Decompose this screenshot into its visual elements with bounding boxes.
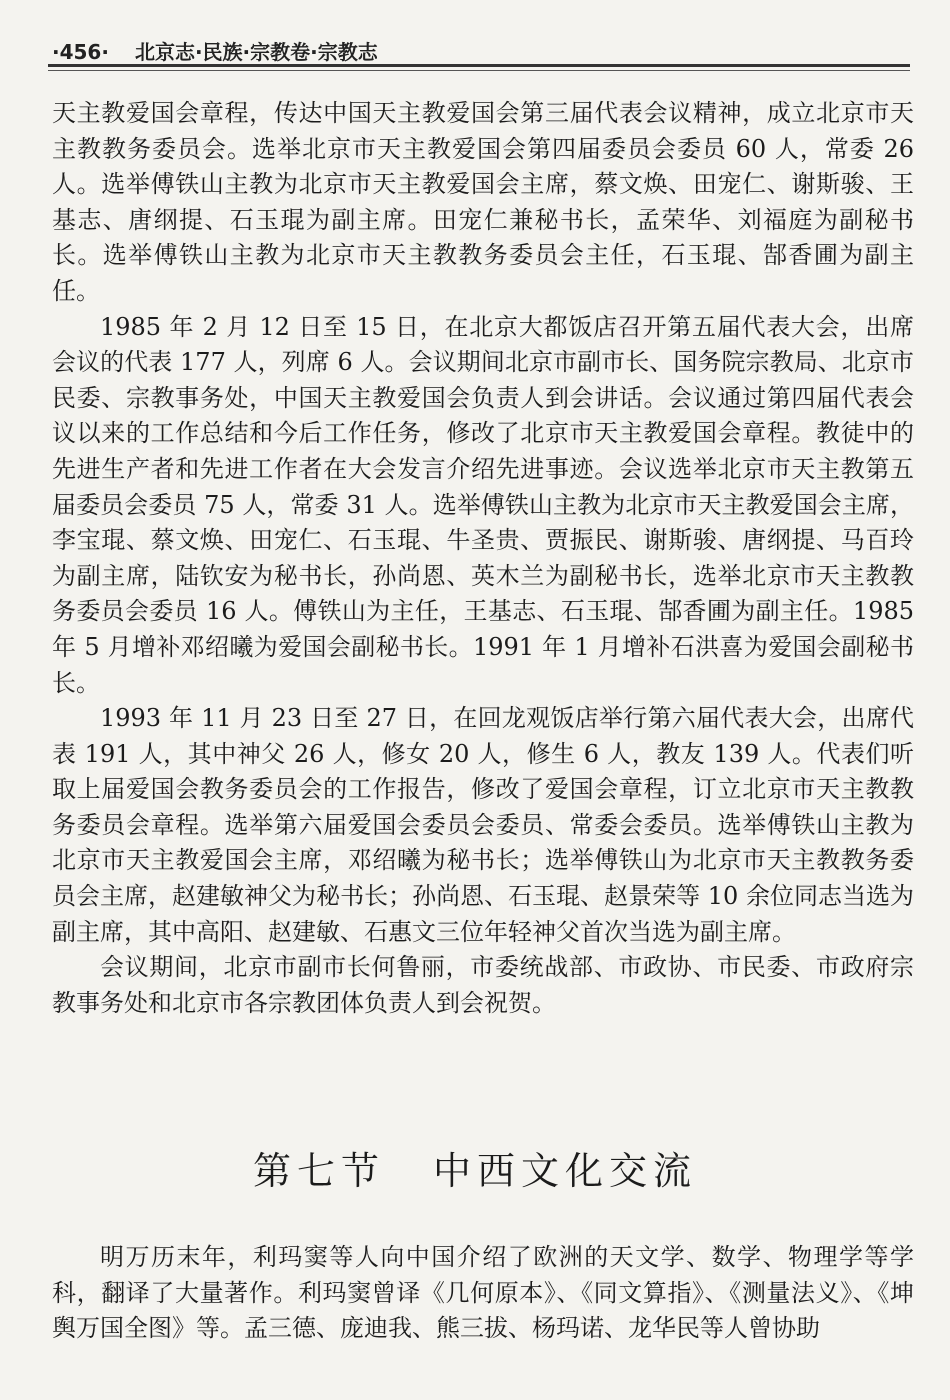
page-number: ·456·	[52, 40, 109, 64]
header-rule-thin	[48, 70, 910, 71]
body-text	[52, 96, 914, 1021]
section-number: 第七节	[252, 1149, 385, 1193]
section-title: 中西文化交流	[433, 1149, 698, 1193]
page-header	[52, 36, 912, 65]
paragraph: 明万历末年，利玛窦等人向中国介绍了欧洲的天文学、数学、物理学等学科，翻译了大量著作。利玛窦曾译《几何原本》、《同文算指》、《测量法义》、《坤舆万国全图》等。孟三德、庞迪我、熊三拔、杨玛诺、龙华民等人曾协助	[52, 1243, 914, 1343]
section-heading	[0, 1140, 950, 1195]
paragraph: 1985 年 2 月 12 日至 15 日，在北京大都饭店召开第五届代表大会，出席会议的代表 177 人，列席 6 人。会议期间北京市副市长、国务院宗教局、北京市民委、宗教事务处，中国天主教爱国会负责人到会讲话。会议通过第四届代表会议以来的工作总结和今后工作任务，修改了北京市天主教爱国会章程。教徒中的先进生产者和先进工作者在大会发言介绍先进事迹。会议选举北京市天主教第五届委员会委员 75 人，常委 31 人。选举傅铁山主教为北京市天主教爱国会主席，李宝琨、蔡文焕、田宠仁、石玉琨、牛圣贵、贾振民、谢斯骏、唐纲提、马百玲为副主席，陆钦安为秘书长，孙尚恩、英木兰为副秘书长，选举北京市天主教教务委员会委员 16 人。傅铁山为主任，王基志、石玉琨、郜香圃为副主任。1985 年 5 月增补邓绍曦为爱国会副秘书长。1991 年 1 月增补石洪喜为爱国会副秘书长。	[52, 312, 914, 697]
paragraph: 1993 年 11 月 23 日至 27 日，在回龙观饭店举行第六届代表大会，出席代表 191 人，其中神父 26 人，修女 20 人，修生 6 人，教友 139 人。代表们听取上届爱国会教务委员会的工作报告，修改了爱国会章程，订立北京市天主教教务委员会章程。选举第六届爱国会委员会委员、常委会委员。选举傅铁山主教为北京市天主教爱国会主席，邓绍曦为秘书长；选举傅铁山为北京市天主教教务委员会主席，赵建敏神父为秘书长；孙尚恩、石玉琨、赵景荣等 10 余位同志当选为副主席，其中高阳、赵建敏、石惠文三位年轻神父首次当选为副主席。	[52, 704, 914, 946]
paragraph: 会议期间，北京市副市长何鲁丽，市委统战部、市政协、市民委、市政府宗教事务处和北京市各宗教团体负责人到会祝贺。	[52, 953, 914, 1017]
section-body-text	[52, 1240, 914, 1347]
paragraph-continuation: 天主教爱国会章程，传达中国天主教爱国会第三届代表会议精神，成立北京市天主教教务委员会。选举北京市天主教爱国会第四届委员会委员 60 人，常委 26 人。选举傅铁山主教为北京市天主教爱国会主席，蔡文焕、田宠仁、谢斯骏、王基志、唐纲提、石玉琨为副主席。田宠仁兼秘书长，孟荣华、刘福庭为副秘书长。选举傅铁山主教为北京市天主教教务委员会主任，石玉琨、郜香圃为副主任。	[52, 99, 914, 305]
header-rule-thick	[48, 64, 910, 67]
running-title: 北京志·民族·宗教卷·宗教志	[134, 40, 378, 64]
